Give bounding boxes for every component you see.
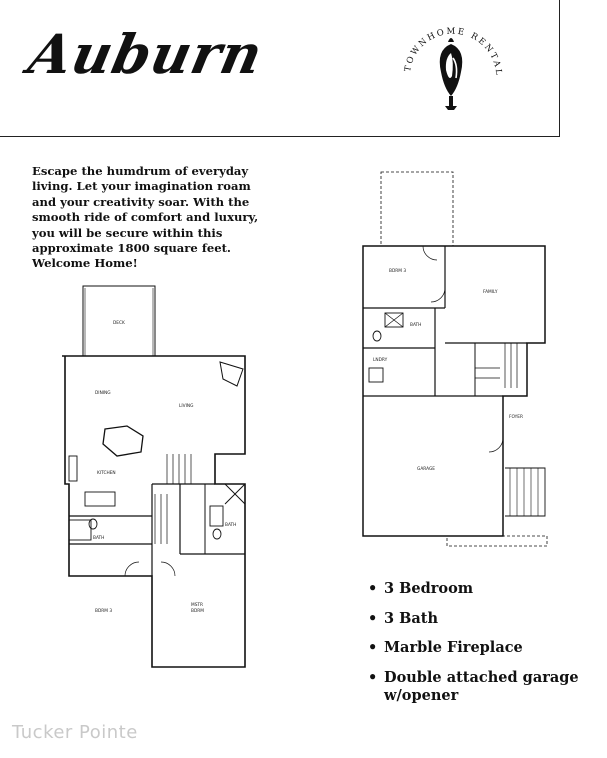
plan-title: Auburn — [23, 22, 269, 86]
bath-label: BATH — [410, 323, 422, 328]
living-label: LIVING — [179, 404, 194, 409]
intro-paragraph: Escape the humdrum of everyday living. Let your imagination roam and your creativity soar. With the smooth ride of comfort and luxury, you will be secure within this approximate 1800 square feet. Welcome Home! — [32, 164, 259, 271]
bullet: • — [368, 668, 378, 686]
bath-label: BATH — [93, 536, 105, 541]
townhome-rental-logo — [396, 20, 506, 120]
feature-item: • Double attached garage w/opener — [368, 668, 579, 704]
kitchen-label: KITCHEN — [97, 471, 116, 476]
feature-item: • Marble Fireplace — [368, 639, 523, 656]
bedroom-label: BDRM 3 — [389, 269, 407, 274]
header-side-divider — [559, 0, 560, 137]
header-divider — [0, 136, 560, 137]
feature-item: • 3 Bath — [368, 609, 439, 627]
master-label-2: BDRM — [191, 609, 204, 614]
laundry-label: LNDRY — [373, 358, 388, 363]
bullet: • — [368, 639, 378, 656]
features-list — [368, 580, 588, 716]
garage-label: GARAGE — [417, 467, 435, 472]
bath2-label: BATH — [225, 523, 237, 528]
bullet: • — [368, 609, 378, 627]
bedroom-label: BDRM 3 — [95, 609, 113, 614]
lower-floor-plan — [355, 168, 555, 553]
foyer-label: FOYER — [509, 415, 523, 420]
watermark: Tucker Pointe — [12, 722, 138, 743]
svg-text:TOWNHOME RENTAL: TOWNHOME RENTAL — [402, 26, 504, 78]
deck-label: DECK — [113, 321, 125, 326]
master-label: MSTR — [191, 603, 204, 608]
family-label: FAMILY — [483, 290, 498, 295]
bullet: • — [368, 580, 378, 597]
upper-floor-plan — [55, 284, 255, 674]
feature-item: • 3 Bedroom — [368, 580, 474, 597]
dining-label: DINING — [95, 391, 111, 396]
